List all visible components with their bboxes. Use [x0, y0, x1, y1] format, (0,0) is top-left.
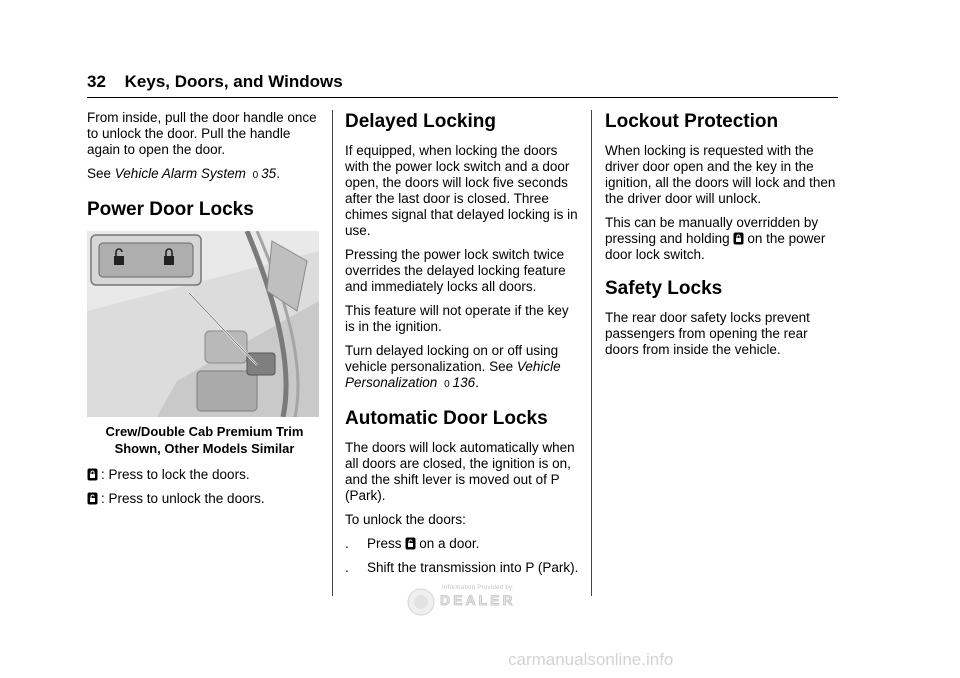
page-ref[interactable]: 35	[261, 166, 277, 181]
vehicle-personalization-link[interactable]: Vehicle Personalization	[345, 359, 561, 390]
door-panel-illustration	[87, 231, 319, 417]
automatic-door-locks-heading: Automatic Door Locks	[345, 408, 548, 429]
safety-locks-heading: Safety Locks	[605, 278, 723, 299]
lock-description: : Press to lock the doors.	[87, 467, 322, 483]
site-watermark: carmanualsonline.info	[508, 650, 674, 669]
page-ref[interactable]: 136	[452, 375, 476, 390]
unlock-icon	[405, 537, 416, 550]
unlock-icon	[87, 492, 98, 505]
page-number: 32	[87, 72, 106, 91]
figure-caption: Crew/Double Cab Premium Trim Shown, Other Models Similar	[105, 424, 304, 456]
watermark-dealer: DEALER	[440, 592, 516, 608]
safety-locks-p1: The rear door safety locks prevent passengers from opening the rear doors from inside the vehicle.	[605, 310, 810, 357]
lock-icon	[87, 468, 98, 481]
column-divider	[332, 110, 333, 596]
watermark-caption: Information Provided by:	[442, 585, 515, 591]
page-ref-arrow-icon: 0	[444, 379, 450, 390]
delayed-locking-p1: If equipped, when locking the doors with the power lock switch and a door open, the doors will lock five seconds after the last door is closed. Three chimes signal that delayed locking is in use.	[345, 143, 578, 238]
column-divider	[591, 110, 592, 596]
column-2	[345, 110, 581, 584]
power-door-locks-heading: Power Door Locks	[87, 199, 254, 220]
list-item: . Shift the transmission into P (Park).	[345, 560, 579, 575]
lockout-protection-p1: When locking is requested with the driver door open and the key in the ignition, all the doors will lock and then the driver door will unlock.	[605, 143, 836, 206]
column-3	[605, 110, 839, 366]
delayed-locking-p3: This feature will not operate if the key is in the ignition.	[345, 303, 569, 334]
delayed-locking-heading: Delayed Locking	[345, 111, 496, 132]
unlock-description: : Press to unlock the doors.	[87, 491, 322, 507]
intro-paragraph: From inside, pull the door handle once to unlock the door. Pull the handle again to open the door.	[87, 110, 317, 157]
delayed-locking-p4: Turn delayed locking on or off using vehicle personalization. See Vehicle Personalization 0 136.	[345, 343, 561, 390]
alarm-system-link[interactable]: Vehicle Alarm System	[114, 166, 246, 181]
lock-icon	[733, 232, 744, 245]
section-title: Keys, Doors, and Windows	[124, 72, 343, 91]
lockout-protection-p2: This can be manually overridden by pressing and holding on the power door lock switch.	[605, 215, 826, 262]
automatic-locks-p2: To unlock the doors:	[345, 512, 466, 527]
page-header	[87, 72, 343, 92]
list-item: . Press on a door.	[345, 536, 480, 551]
header-rule	[87, 97, 838, 98]
column-1	[87, 110, 322, 515]
lockout-protection-heading: Lockout Protection	[605, 111, 779, 132]
door-lock-switch-figure	[87, 231, 319, 417]
delayed-locking-p2: Pressing the power lock switch twice overrides the delayed locking feature and immediately locks all doors.	[345, 247, 566, 294]
page-ref-arrow-icon: 0	[252, 170, 259, 181]
see-reference: See Vehicle Alarm System 0 35.	[87, 166, 280, 181]
automatic-locks-p1: The doors will lock automatically when all doors are closed, the ignition is on, and the shift lever is moved out of P (Park).	[345, 440, 575, 503]
